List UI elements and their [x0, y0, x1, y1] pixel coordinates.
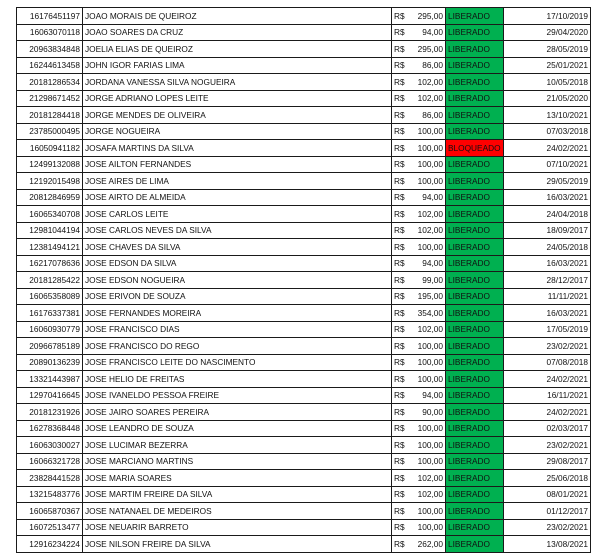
table-row — [17, 24, 591, 41]
amount: 102,00 — [417, 324, 443, 335]
cell-name: JORGE MENDES DE OLIVEIRA — [83, 107, 392, 124]
table-row — [17, 420, 591, 437]
cell-id: 12381494121 — [17, 239, 83, 256]
status-badge: LIBERADO — [446, 536, 504, 553]
amount: 354,00 — [417, 307, 443, 318]
status-badge: LIBERADO — [446, 321, 504, 338]
cell-id: 16050941182 — [17, 140, 83, 157]
amount: 100,00 — [417, 357, 443, 368]
status-badge: LIBERADO — [446, 437, 504, 454]
table-row — [17, 470, 591, 487]
table-row — [17, 189, 591, 206]
table-row — [17, 8, 591, 25]
table-row — [17, 503, 591, 520]
currency-symbol: R$ — [394, 192, 405, 203]
cell-value — [392, 255, 446, 272]
cell-date: 29/04/2020 — [504, 24, 591, 41]
table-row — [17, 90, 591, 107]
currency-symbol: R$ — [394, 357, 405, 368]
table-row — [17, 288, 591, 305]
cell-id: 16072513477 — [17, 519, 83, 536]
cell-id: 16244613458 — [17, 57, 83, 74]
amount: 100,00 — [417, 373, 443, 384]
cell-name: JORGE ADRIANO LOPES LEITE — [83, 90, 392, 107]
status-badge: LIBERADO — [446, 255, 504, 272]
cell-id: 16278368448 — [17, 420, 83, 437]
amount: 100,00 — [417, 340, 443, 351]
table-row — [17, 486, 591, 503]
table-row — [17, 536, 591, 553]
status-badge: LIBERADO — [446, 420, 504, 437]
cell-date: 13/08/2021 — [504, 536, 591, 553]
status-badge: LIBERADO — [446, 222, 504, 239]
cell-id: 20890136239 — [17, 354, 83, 371]
status-badge: LIBERADO — [446, 404, 504, 421]
cell-date: 24/02/2021 — [504, 140, 591, 157]
cell-value — [392, 321, 446, 338]
cell-date: 16/03/2021 — [504, 305, 591, 322]
status-badge: LIBERADO — [446, 107, 504, 124]
cell-id: 21298671452 — [17, 90, 83, 107]
cell-name: JOSE FRANCISCO DO REGO — [83, 338, 392, 355]
cell-name: JOSE MARCIANO MARTINS — [83, 453, 392, 470]
amount: 100,00 — [417, 175, 443, 186]
currency-symbol: R$ — [394, 258, 405, 269]
cell-value — [392, 387, 446, 404]
cell-id: 16063030027 — [17, 437, 83, 454]
cell-id: 12981044194 — [17, 222, 83, 239]
cell-name: JOSE AILTON FERNANDES — [83, 156, 392, 173]
cell-name: JOAO MORAIS DE QUEIROZ — [83, 8, 392, 25]
currency-symbol: R$ — [394, 390, 405, 401]
cell-id: 16066321728 — [17, 453, 83, 470]
cell-date: 24/02/2021 — [504, 404, 591, 421]
currency-symbol: R$ — [394, 423, 405, 434]
amount: 102,00 — [417, 76, 443, 87]
status-badge: LIBERADO — [446, 156, 504, 173]
currency-symbol: R$ — [394, 109, 405, 120]
table-row — [17, 156, 591, 173]
table-row — [17, 222, 591, 239]
table-row — [17, 41, 591, 58]
cell-id: 20812846959 — [17, 189, 83, 206]
cell-name: JOSE MARTIM FREIRE DA SILVA — [83, 486, 392, 503]
cell-value — [392, 74, 446, 91]
cell-date: 25/06/2018 — [504, 470, 591, 487]
cell-id: 16065340708 — [17, 206, 83, 223]
currency-symbol: R$ — [394, 472, 405, 483]
cell-name: JOSE FERNANDES MOREIRA — [83, 305, 392, 322]
cell-id: 16217078636 — [17, 255, 83, 272]
cell-value — [392, 453, 446, 470]
cell-name: JOSE NATANAEL DE MEDEIROS — [83, 503, 392, 520]
cell-id: 16060930779 — [17, 321, 83, 338]
currency-symbol: R$ — [394, 489, 405, 500]
table-body — [17, 8, 591, 553]
status-badge: LIBERADO — [446, 519, 504, 536]
status-badge: BLOQUEADO — [446, 140, 504, 157]
cell-name: JOSE LUCIMAR BEZERRA — [83, 437, 392, 454]
table-row — [17, 321, 591, 338]
cell-name: JOSE HELIO DE FREITAS — [83, 371, 392, 388]
cell-value — [392, 206, 446, 223]
amount: 100,00 — [417, 439, 443, 450]
cell-id: 13215483776 — [17, 486, 83, 503]
currency-symbol: R$ — [394, 522, 405, 533]
cell-date: 17/10/2019 — [504, 8, 591, 25]
cell-id: 16063070118 — [17, 24, 83, 41]
cell-date: 28/12/2017 — [504, 272, 591, 289]
cell-value — [392, 107, 446, 124]
cell-date: 24/02/2021 — [504, 371, 591, 388]
cell-value — [392, 90, 446, 107]
currency-symbol: R$ — [394, 373, 405, 384]
cell-name: JOSE MARIA SOARES — [83, 470, 392, 487]
status-badge: LIBERADO — [446, 74, 504, 91]
table-row — [17, 305, 591, 322]
currency-symbol: R$ — [394, 406, 405, 417]
cell-id: 20181286534 — [17, 74, 83, 91]
amount: 102,00 — [417, 489, 443, 500]
cell-name: JOSE EDSON NOGUEIRA — [83, 272, 392, 289]
table-row — [17, 107, 591, 124]
amount: 102,00 — [417, 225, 443, 236]
cell-id: 16065870367 — [17, 503, 83, 520]
amount: 100,00 — [417, 522, 443, 533]
cell-name: JOHN IGOR FARIAS LIMA — [83, 57, 392, 74]
cell-value — [392, 519, 446, 536]
table-row — [17, 338, 591, 355]
currency-symbol: R$ — [394, 225, 405, 236]
status-badge: LIBERADO — [446, 123, 504, 140]
status-badge: LIBERADO — [446, 90, 504, 107]
cell-date: 24/04/2018 — [504, 206, 591, 223]
table-row — [17, 255, 591, 272]
cell-name: JOSE IVANELDO PESSOA FREIRE — [83, 387, 392, 404]
amount: 102,00 — [417, 472, 443, 483]
cell-value — [392, 437, 446, 454]
cell-date: 08/01/2021 — [504, 486, 591, 503]
table-row — [17, 354, 591, 371]
cell-value — [392, 470, 446, 487]
status-badge: LIBERADO — [446, 8, 504, 25]
cell-name: JOSE JAIRO SOARES PEREIRA — [83, 404, 392, 421]
currency-symbol: R$ — [394, 439, 405, 450]
amount: 94,00 — [422, 390, 443, 401]
table-row — [17, 272, 591, 289]
cell-name: JOSE FRANCISCO LEITE DO NASCIMENTO — [83, 354, 392, 371]
cell-id: 12970416645 — [17, 387, 83, 404]
amount: 100,00 — [417, 142, 443, 153]
cell-date: 02/03/2017 — [504, 420, 591, 437]
currency-symbol: R$ — [394, 93, 405, 104]
amount: 94,00 — [422, 27, 443, 38]
table-row — [17, 519, 591, 536]
cell-date: 17/05/2019 — [504, 321, 591, 338]
table-row — [17, 371, 591, 388]
amount: 295,00 — [417, 10, 443, 21]
table-row — [17, 239, 591, 256]
cell-value — [392, 536, 446, 553]
amount: 100,00 — [417, 126, 443, 137]
status-badge: LIBERADO — [446, 338, 504, 355]
cell-value — [392, 404, 446, 421]
amount: 100,00 — [417, 505, 443, 516]
cell-value — [392, 305, 446, 322]
cell-value — [392, 41, 446, 58]
cell-id: 23828441528 — [17, 470, 83, 487]
currency-symbol: R$ — [394, 175, 405, 186]
status-badge: LIBERADO — [446, 486, 504, 503]
cell-id: 16065358089 — [17, 288, 83, 305]
cell-value — [392, 338, 446, 355]
cell-value — [392, 24, 446, 41]
currency-symbol: R$ — [394, 142, 405, 153]
cell-value — [392, 156, 446, 173]
currency-symbol: R$ — [394, 43, 405, 54]
cell-date: 21/05/2020 — [504, 90, 591, 107]
currency-symbol: R$ — [394, 324, 405, 335]
amount: 94,00 — [422, 192, 443, 203]
status-badge: LIBERADO — [446, 189, 504, 206]
cell-value — [392, 8, 446, 25]
cell-date: 01/12/2017 — [504, 503, 591, 520]
amount: 94,00 — [422, 258, 443, 269]
cell-id: 20181285422 — [17, 272, 83, 289]
cell-date: 07/10/2021 — [504, 156, 591, 173]
cell-name: JOSE ERIVON DE SOUZA — [83, 288, 392, 305]
cell-name: JOSAFA MARTINS DA SILVA — [83, 140, 392, 157]
currency-symbol: R$ — [394, 159, 405, 170]
cell-name: JOSE NILSON FREIRE DA SILVA — [83, 536, 392, 553]
cell-name: JOAO SOARES DA CRUZ — [83, 24, 392, 41]
amount: 100,00 — [417, 456, 443, 467]
status-badge: LIBERADO — [446, 57, 504, 74]
cell-date: 16/03/2021 — [504, 255, 591, 272]
cell-name: JOSE NEUARIR BARRETO — [83, 519, 392, 536]
cell-name: JOSE LEANDRO DE SOUZA — [83, 420, 392, 437]
cell-date: 07/03/2018 — [504, 123, 591, 140]
cell-date: 28/05/2019 — [504, 41, 591, 58]
status-badge: LIBERADO — [446, 24, 504, 41]
cell-value — [392, 486, 446, 503]
cell-date: 16/11/2021 — [504, 387, 591, 404]
cell-date: 29/05/2019 — [504, 173, 591, 190]
cell-date: 10/05/2018 — [504, 74, 591, 91]
status-badge: LIBERADO — [446, 387, 504, 404]
amount: 86,00 — [422, 109, 443, 120]
table-row — [17, 140, 591, 157]
cell-date: 29/08/2017 — [504, 453, 591, 470]
currency-symbol: R$ — [394, 27, 405, 38]
status-badge: LIBERADO — [446, 272, 504, 289]
cell-value — [392, 272, 446, 289]
cell-date: 23/02/2021 — [504, 519, 591, 536]
currency-symbol: R$ — [394, 291, 405, 302]
cell-date: 23/02/2021 — [504, 437, 591, 454]
cell-name: JOELIA ELIAS DE QUEIROZ — [83, 41, 392, 58]
cell-date: 25/01/2021 — [504, 57, 591, 74]
cell-value — [392, 57, 446, 74]
status-badge: LIBERADO — [446, 173, 504, 190]
currency-symbol: R$ — [394, 274, 405, 285]
cell-name: JOSE EDSON DA SILVA — [83, 255, 392, 272]
cell-value — [392, 239, 446, 256]
cell-value — [392, 420, 446, 437]
status-badge: LIBERADO — [446, 503, 504, 520]
currency-symbol: R$ — [394, 208, 405, 219]
table-row — [17, 387, 591, 404]
cell-date: 07/08/2018 — [504, 354, 591, 371]
status-badge: LIBERADO — [446, 288, 504, 305]
cell-date: 11/11/2021 — [504, 288, 591, 305]
cell-name: JOSE AIRES DE LIMA — [83, 173, 392, 190]
cell-value — [392, 354, 446, 371]
cell-name: JORDANA VANESSA SILVA NOGUEIRA — [83, 74, 392, 91]
cell-name: JOSE CARLOS LEITE — [83, 206, 392, 223]
cell-id: 20181231926 — [17, 404, 83, 421]
cell-name: JOSE FRANCISCO DIAS — [83, 321, 392, 338]
amount: 100,00 — [417, 423, 443, 434]
amount: 100,00 — [417, 241, 443, 252]
table-row — [17, 57, 591, 74]
amount: 99,00 — [422, 274, 443, 285]
table-row — [17, 453, 591, 470]
currency-symbol: R$ — [394, 538, 405, 549]
cell-id: 12499132088 — [17, 156, 83, 173]
currency-symbol: R$ — [394, 126, 405, 137]
table-row — [17, 173, 591, 190]
status-badge: LIBERADO — [446, 354, 504, 371]
status-badge: LIBERADO — [446, 453, 504, 470]
table-row — [17, 74, 591, 91]
currency-symbol: R$ — [394, 241, 405, 252]
data-table — [16, 7, 591, 553]
amount: 90,00 — [422, 406, 443, 417]
cell-name: JOSE AIRTO DE ALMEIDA — [83, 189, 392, 206]
table-row — [17, 437, 591, 454]
cell-name: JOSE CARLOS NEVES DA SILVA — [83, 222, 392, 239]
cell-date: 18/09/2017 — [504, 222, 591, 239]
cell-value — [392, 123, 446, 140]
cell-id: 23785000495 — [17, 123, 83, 140]
cell-value — [392, 371, 446, 388]
status-badge: LIBERADO — [446, 470, 504, 487]
cell-id: 12192015498 — [17, 173, 83, 190]
currency-symbol: R$ — [394, 60, 405, 71]
cell-date: 16/03/2021 — [504, 189, 591, 206]
status-badge: LIBERADO — [446, 305, 504, 322]
status-badge: LIBERADO — [446, 41, 504, 58]
status-badge: LIBERADO — [446, 371, 504, 388]
cell-id: 16176451197 — [17, 8, 83, 25]
currency-symbol: R$ — [394, 307, 405, 318]
currency-symbol: R$ — [394, 505, 405, 516]
amount: 100,00 — [417, 159, 443, 170]
amount: 195,00 — [417, 291, 443, 302]
status-badge: LIBERADO — [446, 239, 504, 256]
cell-value — [392, 288, 446, 305]
currency-symbol: R$ — [394, 456, 405, 467]
table-row — [17, 123, 591, 140]
currency-symbol: R$ — [394, 76, 405, 87]
currency-symbol: R$ — [394, 340, 405, 351]
amount: 262,00 — [417, 538, 443, 549]
amount: 295,00 — [417, 43, 443, 54]
cell-id: 20963834848 — [17, 41, 83, 58]
cell-date: 23/02/2021 — [504, 338, 591, 355]
cell-id: 13321443987 — [17, 371, 83, 388]
amount: 102,00 — [417, 208, 443, 219]
amount: 86,00 — [422, 60, 443, 71]
cell-id: 20181284418 — [17, 107, 83, 124]
cell-name: JOSE CHAVES DA SILVA — [83, 239, 392, 256]
cell-date: 24/05/2018 — [504, 239, 591, 256]
cell-id: 16176337381 — [17, 305, 83, 322]
status-badge: LIBERADO — [446, 206, 504, 223]
cell-value — [392, 140, 446, 157]
table-row — [17, 206, 591, 223]
cell-name: JORGE NOGUEIRA — [83, 123, 392, 140]
amount: 102,00 — [417, 93, 443, 104]
cell-date: 13/10/2021 — [504, 107, 591, 124]
cell-value — [392, 173, 446, 190]
cell-value — [392, 189, 446, 206]
cell-id: 12916234224 — [17, 536, 83, 553]
cell-value — [392, 503, 446, 520]
cell-value — [392, 222, 446, 239]
table-row — [17, 404, 591, 421]
currency-symbol: R$ — [394, 10, 405, 21]
cell-id: 20966785189 — [17, 338, 83, 355]
